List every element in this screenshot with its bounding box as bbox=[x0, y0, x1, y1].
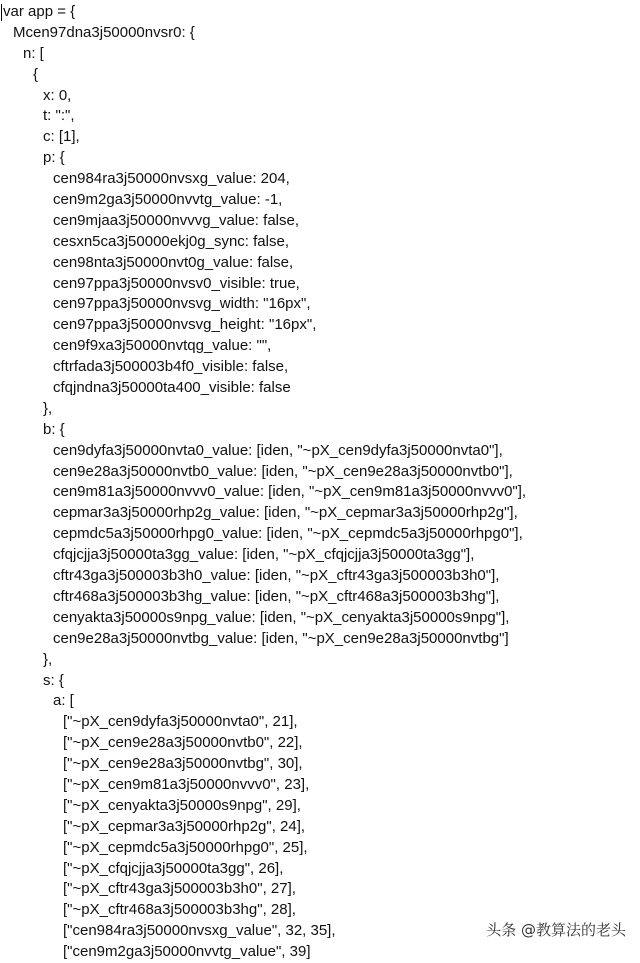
code-line: { bbox=[33, 65, 39, 83]
code-line: cen97ppa3j50000nvsvg_width: "16px", bbox=[53, 295, 311, 313]
code-line: cftrfada3j500003b4f0_visible: false, bbox=[53, 358, 289, 376]
code-line: ["cen984ra3j50000nvsxg_value", 32, 35], bbox=[63, 922, 336, 940]
code-line: cen9f9xa3j50000nvtqg_value: "", bbox=[53, 337, 272, 355]
code-line: ["~pX_cenyakta3j50000s9npg", 29], bbox=[63, 796, 301, 814]
code-line: cftr43ga3j500003b3h0_value: [iden, "~pX_cftr43ga3j500003b3h0"], bbox=[53, 567, 500, 585]
code-line: var app = { bbox=[3, 3, 76, 20]
code-line: cen97ppa3j50000nvsv0_visible: true, bbox=[53, 274, 300, 292]
code-line: ["~pX_cen9e28a3j50000nvtbg", 30], bbox=[63, 755, 303, 773]
text-cursor bbox=[1, 4, 2, 21]
code-line: cen97ppa3j50000nvsvg_height: "16px", bbox=[53, 316, 317, 334]
code-line: cenyakta3j50000s9npg_value: [iden, "~pX_cenyakta3j50000s9npg"], bbox=[53, 608, 510, 626]
code-line: ["~pX_cftr43ga3j500003b3h0", 27], bbox=[63, 880, 296, 898]
code-line: ["~pX_cfqjcjja3j50000ta3gg", 26], bbox=[63, 859, 284, 877]
code-line: ["~pX_cen9e28a3j50000nvtb0", 22], bbox=[63, 734, 303, 752]
code-line: }, bbox=[43, 399, 53, 417]
code-line: x: 0, bbox=[43, 86, 72, 104]
code-line: cesxn5ca3j50000ekj0g_sync: false, bbox=[53, 232, 289, 250]
code-line: t: ":", bbox=[43, 107, 75, 125]
code-line: b: { bbox=[43, 420, 65, 438]
code-line: cftr468a3j500003b3hg_value: [iden, "~pX_cftr468a3j500003b3hg"], bbox=[53, 587, 500, 605]
code-line: c: [1], bbox=[43, 128, 80, 146]
code-line: s: { bbox=[43, 671, 64, 689]
watermark: 头条 @教算法的老头 bbox=[486, 921, 626, 939]
code-line: p: { bbox=[43, 149, 65, 167]
code-line: cen984ra3j50000nvsxg_value: 204, bbox=[53, 170, 290, 188]
code-line: ["~pX_cftr468a3j500003b3hg", 28], bbox=[63, 901, 296, 919]
code-line: cen9m2ga3j50000nvvtg_value: -1, bbox=[53, 191, 283, 209]
code-line: ["cen9m2ga3j50000nvvtg_value", 39] bbox=[63, 943, 311, 961]
code-line: cepmdc5a3j50000rhpg0_value: [iden, "~pX_cepmdc5a3j50000rhpg0"], bbox=[53, 525, 523, 543]
code-line: ["~pX_cen9m81a3j50000nvvv0", 23], bbox=[63, 775, 310, 793]
code-line: cen9dyfa3j50000nvta0_value: [iden, "~pX_cen9dyfa3j50000nvta0"], bbox=[53, 441, 503, 459]
code-line: cen9mjaa3j50000nvvvg_value: false, bbox=[53, 211, 299, 229]
code-line: ["~pX_cepmdc5a3j50000rhpg0", 25], bbox=[63, 838, 308, 856]
code-line: cfqjcjja3j50000ta3gg_value: [iden, "~pX_cfqjcjja3j50000ta3gg"], bbox=[53, 546, 475, 564]
code-line: n: [ bbox=[23, 44, 44, 62]
code-line: a: [ bbox=[53, 692, 74, 710]
code-line: cepmar3a3j50000rhp2g_value: [iden, "~pX_cepmar3a3j50000rhp2g"], bbox=[53, 504, 518, 522]
code-line: cfqjndna3j50000ta400_visible: false bbox=[53, 379, 291, 397]
code-line: ["~pX_cepmar3a3j50000rhp2g", 24], bbox=[63, 817, 306, 835]
code-line: cen98nta3j50000nvt0g_value: false, bbox=[53, 253, 294, 271]
code-line: }, bbox=[43, 650, 53, 668]
code-listing bbox=[0, 2, 640, 963]
code-line: cen9e28a3j50000nvtbg_value: [iden, "~pX_cen9e28a3j50000nvtbg"] bbox=[53, 629, 509, 647]
code-line: cen9m81a3j50000nvvv0_value: [iden, "~pX_cen9m81a3j50000nvvv0"], bbox=[53, 483, 527, 501]
code-line: cen9e28a3j50000nvtb0_value: [iden, "~pX_cen9e28a3j50000nvtb0"], bbox=[53, 462, 513, 480]
code-line: Mcen97dna3j50000nvsr0: { bbox=[13, 23, 195, 41]
code-line: ["~pX_cen9dyfa3j50000nvta0", 21], bbox=[63, 713, 298, 731]
